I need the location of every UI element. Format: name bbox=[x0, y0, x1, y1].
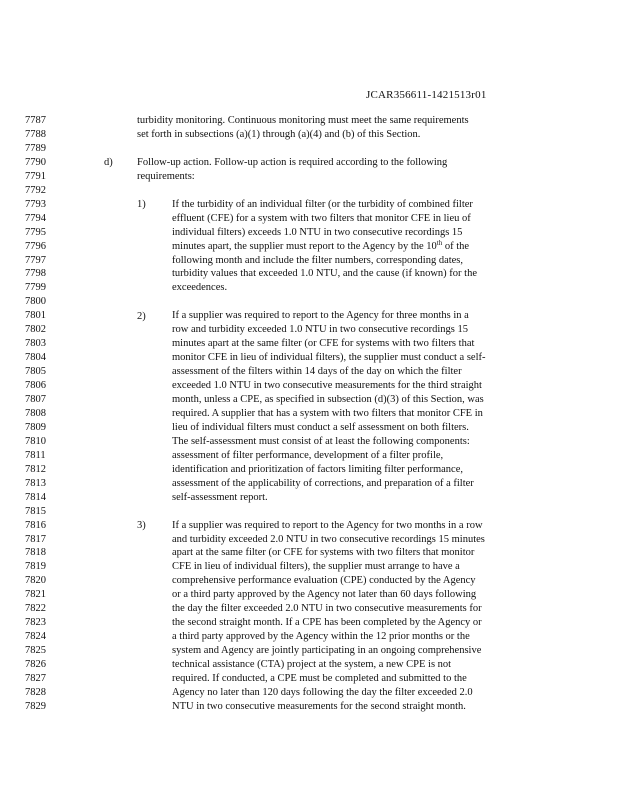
line-number: 7795 bbox=[25, 226, 46, 238]
text-line-tail: of the bbox=[442, 240, 470, 252]
line-number: 7828 bbox=[25, 686, 46, 698]
text-line-content: individual filters) exceeds 1.0 NTU in two consecutive recordings 15 bbox=[172, 226, 463, 238]
text-line-content: or a third party approved by the Agency not later than 60 days following bbox=[172, 589, 477, 601]
text-line-content: If a supplier was required to report to the Agency for two months in a row bbox=[172, 519, 483, 531]
line-number: 7813 bbox=[25, 477, 46, 489]
line-number: 7789 bbox=[25, 142, 46, 154]
text-line-content: a third party approved by the Agency within the 12 prior months or the bbox=[172, 631, 470, 643]
line-number: 7794 bbox=[25, 212, 46, 224]
item-label-3: 3) bbox=[137, 520, 146, 531]
line-number: 7793 bbox=[25, 198, 46, 210]
text-line bbox=[172, 309, 469, 323]
line-number: 7818 bbox=[25, 547, 46, 559]
line-number: 7796 bbox=[25, 240, 46, 252]
line-number: 7808 bbox=[25, 407, 46, 419]
text-line-content: following month and include the filter numbers, corresponding dates, bbox=[172, 254, 464, 266]
line-number: 7826 bbox=[25, 659, 46, 671]
text-line bbox=[172, 546, 474, 560]
text-line bbox=[172, 323, 468, 337]
document-id-header: JCAR356611-1421513r01 bbox=[366, 89, 487, 101]
line-number: 7788 bbox=[25, 128, 46, 140]
text-line bbox=[172, 616, 482, 630]
text-line-content: comprehensive performance evaluation (CPE) conducted by the Agency bbox=[172, 575, 476, 587]
text-line bbox=[137, 114, 469, 128]
text-line bbox=[172, 226, 462, 240]
text-line bbox=[172, 644, 481, 658]
text-line-content: If the turbidity of an individual filter (or the turbidity of combined filter bbox=[172, 198, 473, 210]
line-number: 7805 bbox=[25, 366, 46, 378]
text-line bbox=[172, 574, 476, 588]
line-number: 7829 bbox=[25, 700, 46, 712]
text-line bbox=[172, 254, 463, 268]
line-number: 7787 bbox=[25, 115, 46, 126]
item-label-2: 2) bbox=[137, 311, 146, 322]
text-line-content: effluent (CFE) for a system with two filters that monitor CFE in lieu of bbox=[172, 212, 471, 224]
text-line-content: If a supplier was required to report to the Agency for three months in a bbox=[172, 310, 469, 322]
text-line bbox=[172, 602, 482, 616]
text-line-content: turbidity values that exceeded 1.0 NTU, and the cause (if known) for the bbox=[172, 268, 477, 280]
text-line-content: monitor CFE in lieu of individual filters), the supplier must conduct a self- bbox=[172, 352, 486, 364]
text-line-content: and turbidity exceeded 2.0 NTU in two consecutive recordings 15 minutes bbox=[172, 533, 485, 545]
text-line-content: set forth in subsections (a)(1) through (a)(4) and (b) of this Section. bbox=[137, 128, 421, 140]
line-number: 7820 bbox=[25, 575, 46, 587]
line-number: 7810 bbox=[25, 435, 46, 447]
line-number: 7801 bbox=[25, 310, 46, 322]
text-line bbox=[172, 267, 477, 281]
text-line bbox=[172, 533, 485, 547]
line-number: 7822 bbox=[25, 603, 46, 615]
line-number: 7807 bbox=[25, 394, 46, 405]
text-line bbox=[172, 686, 473, 700]
text-line-content: requirements: bbox=[137, 170, 195, 182]
text-line bbox=[172, 519, 483, 533]
text-line bbox=[172, 407, 483, 421]
line-number: 7802 bbox=[25, 324, 46, 336]
line-number: 7797 bbox=[25, 254, 46, 266]
text-line bbox=[172, 449, 443, 463]
text-line-content: Agency no later than 120 days following the day the filter exceeded 2.0 bbox=[172, 686, 473, 698]
text-line-content: the second straight month. If a CPE has been completed by the Agency or bbox=[172, 617, 482, 629]
line-number: 7799 bbox=[25, 282, 46, 294]
text-line-content: exceedences. bbox=[172, 282, 228, 294]
text-line-content: The self-assessment must consist of at least the following components: bbox=[172, 435, 470, 447]
text-line bbox=[172, 281, 227, 295]
text-line-content: lieu of individual filters must conduct a self assessment on both filters. bbox=[172, 421, 469, 433]
text-line-content: assessment of filter performance, development of a filter profile, bbox=[172, 449, 444, 461]
text-line-content: required. If conducted, a CPE must be completed and submitted to the bbox=[172, 673, 467, 684]
subsection-label-d: d) bbox=[104, 157, 113, 168]
line-number: 7825 bbox=[25, 645, 46, 657]
text-line-content: CFE in lieu of individual filters), the supplier must arrange to have a bbox=[172, 561, 460, 573]
text-line bbox=[172, 560, 460, 574]
text-line-content: technical assistance (CTA) project at the system, a new CPE is not bbox=[172, 659, 452, 671]
text-line-content: minutes apart at the same filter (or CFE for systems with two filters that bbox=[172, 338, 475, 350]
text-line bbox=[137, 128, 420, 142]
text-line bbox=[172, 477, 474, 491]
text-line-content: NTU in two consecutive measurements for the second straight month. bbox=[172, 700, 466, 712]
text-line bbox=[172, 212, 471, 226]
text-line-content: required. A supplier that has a system with two filters that monitor CFE in bbox=[172, 407, 483, 419]
text-line-content: the day the filter exceeded 2.0 NTU in two consecutive measurements for bbox=[172, 603, 482, 615]
text-line-content: identification and prioritization of factors limiting filter performance, bbox=[172, 463, 463, 475]
text-line-content: Follow-up action. Follow-up action is required according to the following bbox=[137, 156, 448, 168]
superscript: th bbox=[436, 238, 443, 247]
text-line-content: system and Agency are jointly participating in an ongoing comprehensive bbox=[172, 645, 482, 657]
text-line bbox=[172, 700, 466, 714]
text-line bbox=[172, 491, 268, 505]
text-line-content: month, unless a CPE, as specified in subsection (d)(3) of this Section, was bbox=[172, 394, 484, 405]
line-number: 7800 bbox=[25, 296, 46, 308]
line-number: 7823 bbox=[25, 617, 46, 629]
text-line-content: turbidity monitoring. Continuous monitoring must meet the same requirements bbox=[137, 115, 469, 126]
text-line bbox=[137, 170, 195, 184]
line-number: 7815 bbox=[25, 505, 46, 517]
text-line-content: exceeded 1.0 NTU in two consecutive measurements for the third straight bbox=[172, 380, 482, 392]
text-line bbox=[172, 421, 469, 435]
text-line bbox=[172, 240, 469, 254]
line-number: 7824 bbox=[25, 631, 46, 643]
line-number: 7798 bbox=[25, 268, 46, 280]
line-number: 7819 bbox=[25, 561, 46, 573]
text-line bbox=[172, 351, 486, 365]
text-line bbox=[172, 463, 463, 477]
text-line-content: self-assessment report. bbox=[172, 491, 268, 503]
line-number: 7816 bbox=[25, 519, 46, 531]
text-line bbox=[172, 393, 484, 407]
text-line-content: apart at the same filter (or CFE for systems with two filters that monitor bbox=[172, 547, 475, 559]
line-number: 7791 bbox=[25, 170, 46, 182]
line-number: 7803 bbox=[25, 338, 46, 350]
text-line bbox=[172, 198, 473, 212]
item-label-1: 1) bbox=[137, 199, 146, 210]
text-line bbox=[172, 588, 476, 602]
text-line-content: row and turbidity exceeded 1.0 NTU in two consecutive recordings 15 bbox=[172, 324, 468, 336]
text-line bbox=[172, 672, 467, 686]
line-number: 7814 bbox=[25, 491, 46, 503]
line-number: 7806 bbox=[25, 380, 46, 392]
line-number: 7817 bbox=[25, 533, 46, 545]
text-line-content: minutes apart, the supplier must report to the Agency by the 10 bbox=[172, 240, 437, 252]
line-number: 7804 bbox=[25, 352, 46, 364]
line-number: 7821 bbox=[25, 589, 46, 601]
line-number: 7792 bbox=[25, 184, 46, 196]
text-line bbox=[172, 337, 474, 351]
text-line bbox=[172, 379, 482, 393]
text-line bbox=[137, 156, 447, 170]
line-number: 7812 bbox=[25, 463, 46, 475]
line-number: 7827 bbox=[25, 673, 46, 684]
text-line bbox=[172, 658, 451, 672]
line-number: 7811 bbox=[25, 449, 46, 461]
text-line bbox=[172, 365, 462, 379]
text-line-content: assessment of the filters within 14 days of the day on which the filter bbox=[172, 366, 462, 378]
text-line bbox=[172, 630, 470, 644]
text-line-content: assessment of the applicability of corrections, and preparation of a filter bbox=[172, 477, 474, 489]
line-number: 7790 bbox=[25, 156, 46, 168]
text-line bbox=[172, 435, 470, 449]
line-number: 7809 bbox=[25, 421, 46, 433]
